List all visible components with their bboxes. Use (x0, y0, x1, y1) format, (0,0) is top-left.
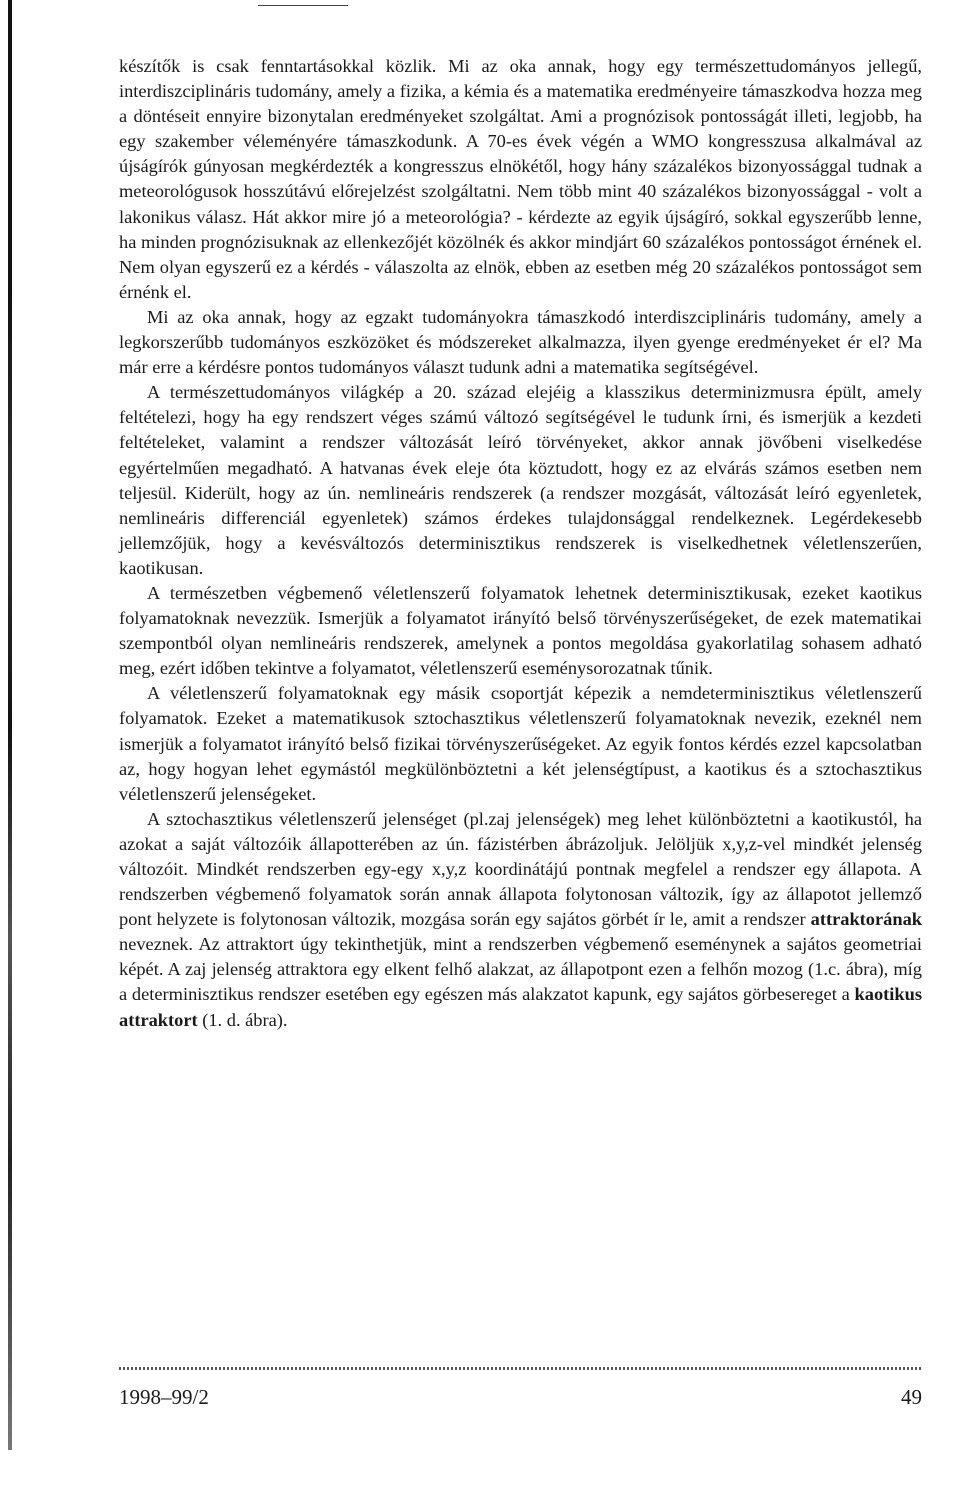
paragraph-6-text-c: (1. d. ábra). (197, 1009, 288, 1030)
paragraph-3 (119, 380, 922, 581)
paragraph-2-text: Mi az oka annak, hogy az egzakt tudományokra támaszkodó interdiszciplináris tudomány, amely a legkorszerűbb tudományos eszközöket és módszereket alkalmazza, ilyen gyenge eredményeket ér el? Ma már erre a kérdésre pontos tudományos választ tudunk adni a matematika segítségével. (119, 306, 922, 378)
paragraph-4-text: A természetben végbemenő véletlenszerű folyamatok lehetnek determinisztikusak, ezeket kaotikus folyamatoknak nevezzük. Ismerjük a folyamatot irányító belső törvényszerűségeket, de ezek matematikai szempontból olyan nemlineáris rendszerek, amelynek a pontos megoldása gyakorlatilag sohasem adható meg, ezért időben tekintve a folyamatot, véletlenszerű eseménysorozatnak tűnik. (119, 582, 922, 679)
paragraph-1 (119, 54, 922, 305)
paragraph-3-text: A természettudományos világkép a 20. század elejéig a klasszikus determinizmusra épült, amely feltételezi, hogy ha egy rendszert véges számú változó segítségével le tudunk írni, és ismerjük a kezdeti feltételeket, valamint a rendszer változását leíró törvényeket, akkor annak jövőbeni viselkedése egyértelműen megadható. A hatvanas évek eleje óta köztudott, hogy ez az elvárás számos esetben nem teljesül. Kiderült, hogy az ún. nemlineáris rendszerek (a rendszer mozgását, változását leíró egyenletek, nemlineáris differenciál egyenletek) számos érdekes tulajdonsággal rendelkeznek. Legérdekesebb jellemzőjük, hogy a kevésváltozós determinisztikus rendszerek is viselkedhetnek véletlenszerűen, kaotikusan. (119, 382, 922, 578)
paragraph-6-text-a: A sztochasztikus véletlenszerű jelenséget (pl.zaj jelenségek) meg lehet különböztetni a kaotikustól, ha azokat a saját változóik állapotterében az ún. fázistérben ábrázoljuk. Jelöljük x,y,z-vel mindkét jelenség változóit. Mindkét rendszerben egy-egy x,y,z koordinátájú pontnak megfelel a rendszer egy állapota. A rendszerben végbemenő folyamatok során annak állapota folytonosan változik, így az állapotot jellemző pont helyzete is folytonosan változik, mozgása során egy sajátos görbét ír le, amit a rendszer (119, 808, 922, 930)
paragraph-4 (119, 581, 922, 681)
term-chaotic-attractor: kaotikus attraktort (119, 984, 922, 1030)
paragraph-5-text: A véletlenszerű folyamatoknak egy másik csoportját képezik a nemdeterminisztikus véletlenszerű folyamatok. Ezeket a matematikusok sztochasztikus véletlenszerű folyamatoknak nevezik, ezeknél nem ismerjük a folyamatot irányító belső fizikai törvényszerűségeket. Az egyik fontos kérdés ezzel kapcsolatban az, hogy hogyan lehet egymástól megkülönböztetni a két jelenségtípust, a kaotikus és a sztochasztikus véletlenszerű jelenségeket. (119, 683, 922, 804)
paragraph-6 (119, 807, 922, 1033)
binding-edge-bar (8, 0, 12, 1450)
issue-label: 1998–99/2 (119, 1385, 209, 1409)
top-rule (258, 5, 348, 6)
paragraph-2 (119, 305, 922, 380)
page-number: 49 (901, 1385, 922, 1409)
paragraph-1-text: készítők is csak fenntartásokkal közlik. Mi az oka annak, hogy egy természettudományos jellegű, interdiszciplináris tudomány, amely a fizika, a kémia és a matematika eredményeire támaszkodva hozza meg a döntéseit ennyire bizonytalan eredményeket szolgáltat. Ami a prognózisok pontosságát illeti, legjobb, ha egy szakember véleményére támaszkodunk. A 70-es évek végén a WMO kongresszusa alkalmával az újságírók gúnyosan megkérdezték a kongresszus elnökétől, hogy hány százalékos bizonyossággal tudnak a meteorológusok hosszútávú előrejelzést szolgáltatni. Nem több mint 40 százalékos bizonyossággal - volt a lakonikus válasz. Hát akkor mire jó a meteorológia? - kérdezte az egyik újságíró, sokkal egyszerűbb lenne, ha minden prognózisuknak az ellenkezőjét közölnék és akkor mindjárt 60 százalékos pontosságot érnének el. Nem olyan egyszerű ez a kérdés - válaszolta az elnök, ebben az esetben még 20 százalékos pontosságot sem érnénk el. (119, 56, 922, 302)
footer-rule (119, 1367, 922, 1370)
article-body (119, 54, 922, 1033)
paragraph-6-text-b: neveznek. Az attraktort úgy tekinthetjük, mint a rendszerben végbemenő eseménynek a sajátos geometriai képét. A zaj jelenség attraktora egy elkent felhő alakzat, az állapotpont ezen a felhőn mozog (1.c. ábra), míg a determinisztikus rendszer esetében egy egészen más alakzatot kapunk, egy sajátos görbesereget a (119, 934, 922, 1005)
paragraph-5 (119, 681, 922, 806)
term-attractor: attraktorának (810, 909, 922, 930)
